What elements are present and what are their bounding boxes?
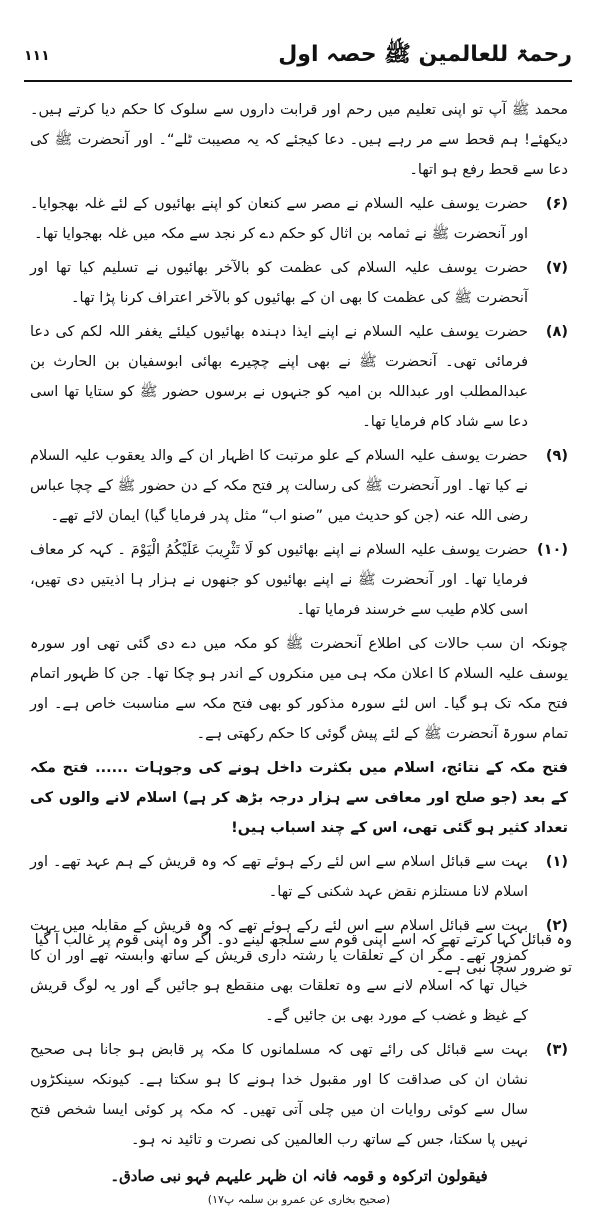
list-item — [30, 441, 568, 531]
item-text: حضرت یوسف علیہ السلام نے مصر سے کنعان کو اپنے بھائیوں کے لئے غلہ بھجوایا۔ اور آنحضرت ﷺ نے ثمامہ بن اثال کو حکم دے کر نجد سے مکہ میں غلہ بھجوایا تھا۔ — [30, 196, 528, 242]
item-number: (۳) — [545, 1042, 568, 1058]
hadith-reference: (صحیح بخاری عن عمرو بن سلمہ پ۱۷) — [207, 1193, 391, 1206]
header-divider — [24, 80, 572, 82]
item-text: بہت سے قبائل اسلام سے اس لئے رکے ہوئے تھے کہ وہ قریش کے ہم عہد تھے۔ اور اسلام لانا مستلزم نقض عہد شکنی کے تھا۔ — [30, 854, 528, 900]
reason-item — [30, 1035, 568, 1155]
section-intro: فتح مکہ کے نتائج، اسلام میں بکثرت داخل ہونے کی وجوہات ...... فتح مکہ کے بعد (جو صلح اور معافی سے ہزار درجہ بڑھ کر ہے) اسلام لانے والوں کی تعداد کثیر ہو گئی تھی، اس کے چند اسباب ہیں! — [30, 760, 568, 836]
item-number: (۸) — [545, 324, 568, 340]
paragraph: چونکہ ان سب حالات کی اطلاع آنحضرت ﷺ کو مکہ میں دے دی گئی تھی اور سورہ یوسف علیہ السلام کا اعلان مکہ ہی میں منکروں کے اندر ہو چکا تھا۔ جن کا ظہور اتمام فتح مکہ تک ہو گیا۔ اس لئے سورہ مذکور کو بھی فتح مکہ سے مناسبت خاص ہے۔ اور تمام سورۃ آنحضرت ﷺ کے لئے پیش گوئی کا حکم رکھتی ہے۔ — [30, 636, 568, 742]
running-title: رحمۃ للعالمین ﷺ حصہ اول — [278, 42, 572, 67]
list-item — [30, 317, 568, 437]
paragraph: محمد ﷺ آپ تو اپنی تعلیم میں رحم اور قرابت داروں سے سلوک کا حکم دیا کرتے ہیں۔ دیکھئے! ہم قحط سے مر رہے ہیں۔ دعا کیجئے کہ یہ مصیبت ٹلے“۔ اور آنحضرت ﷺ کی دعا سے قحط رفع ہو اتھا۔ — [30, 102, 568, 178]
list-item — [30, 535, 568, 625]
item-number: (۲) — [545, 918, 568, 934]
item-text: حضرت یوسف علیہ السلام نے اپنے بھائیوں کو لَا تَثْرِيبَ عَلَيْكُمُ الْيَوْمَ ۔ کہہ کر معاف فرمایا تھا۔ اور آنحضرت ﷺ نے اپنے بھائیوں کو جنھوں نے ہزار ہا اذیتیں دی تھیں، اسی کلام طیب سے خرسند فرمایا تھا۔ — [30, 542, 528, 618]
page-body — [30, 95, 568, 1209]
item-text: بہت سے قبائل اسلام سے اس لئے رکے ہوئے تھے کہ وہ قریش کے مقابلہ میں بہت کمزور تھے۔ مگر ان کے تعلقات یا رشتہ داری قریش کے ساتھ وابستہ تھے اور ان کا خیال تھا کہ اسلام لانے سے وہ تعلقات بھی منقطع ہو جائیں گے اور یہ لوگ قریش کے غیظ و غضب کے مورد بھی بن جائیں گے۔ — [30, 918, 528, 1024]
item-number: (۷) — [545, 260, 568, 276]
page-header — [24, 40, 572, 80]
arabic-quote: فیقولون اترکوہ و قومہ فانہ ان ظہر علیہم فہو نبی صادق۔ — [110, 1167, 488, 1185]
item-number: (۹) — [545, 448, 568, 464]
item-number: (۶) — [545, 196, 568, 212]
item-text: حضرت یوسف علیہ السلام کی عظمت کو بالآخر بھائیوں نے تسلیم کیا تھا اور آنحضرت ﷺ کی عظمت کا بھی ان کے بھائیوں کو بالآخر اعتراف کرنا پڑا تھا۔ — [30, 260, 528, 306]
reason-item — [30, 847, 568, 907]
list-item — [30, 253, 568, 313]
footnote: وہ قبائل کہا کرتے تھے کہ اسے اپنی قوم سے سلجھ لینے دو۔ اگر وہ اپنی قوم پر غالب آ گیا تو ضرور سچا نبی ہے۔ — [34, 932, 572, 976]
item-number: (۱۰) — [537, 542, 568, 558]
item-number: (۱) — [545, 854, 568, 870]
list-item — [30, 189, 568, 249]
item-text: بہت سے قبائل کی رائے تھی کہ مسلمانوں کا مکہ پر قابض ہو جانا ہی صحیح نشان ان کی صداقت کا اور مقبول خدا ہونے کا ہو سکتا ہے۔ کیونکہ سینکڑوں سال سے کوئی روایات ان میں چلی آتی تھیں۔ کہ مکہ پر کوئی ایسا شخص فتح نہیں پا سکتا، جس کے ساتھ رب العالمین کی نصرت و تائید نہ ہو۔ — [30, 1042, 528, 1148]
item-text: حضرت یوسف علیہ السلام نے اپنے ایذا دہندہ بھائیوں کیلئے یغفر اللہ لکم کی دعا فرمائی تھی۔ آنحضرت ﷺ نے بھی اپنے چچیرے بھائی ابوسفیان بن الحارث بن عبدالمطلب اور عبداللہ بن امیہ کو جنہوں نے برسوں حضور ﷺ کو ستایا تھا اسی دعا سے شاد کام فرمایا تھا۔ — [30, 324, 528, 430]
page-number: ۱۱۱ — [24, 48, 50, 64]
item-text: حضرت یوسف علیہ السلام کے علو مرتبت کا اظہار ان کے والد یعقوب علیہ السلام نے کیا تھا۔ اور آنحضرت ﷺ کی رسالت پر فتح مکہ کے دن حضور ﷺ کے چچا عباس رضی اللہ عنہ (جن کو حدیث میں ”صنو اب“ مثل پدر فرمایا گیا) ایمان لائے تھے۔ — [30, 448, 528, 524]
